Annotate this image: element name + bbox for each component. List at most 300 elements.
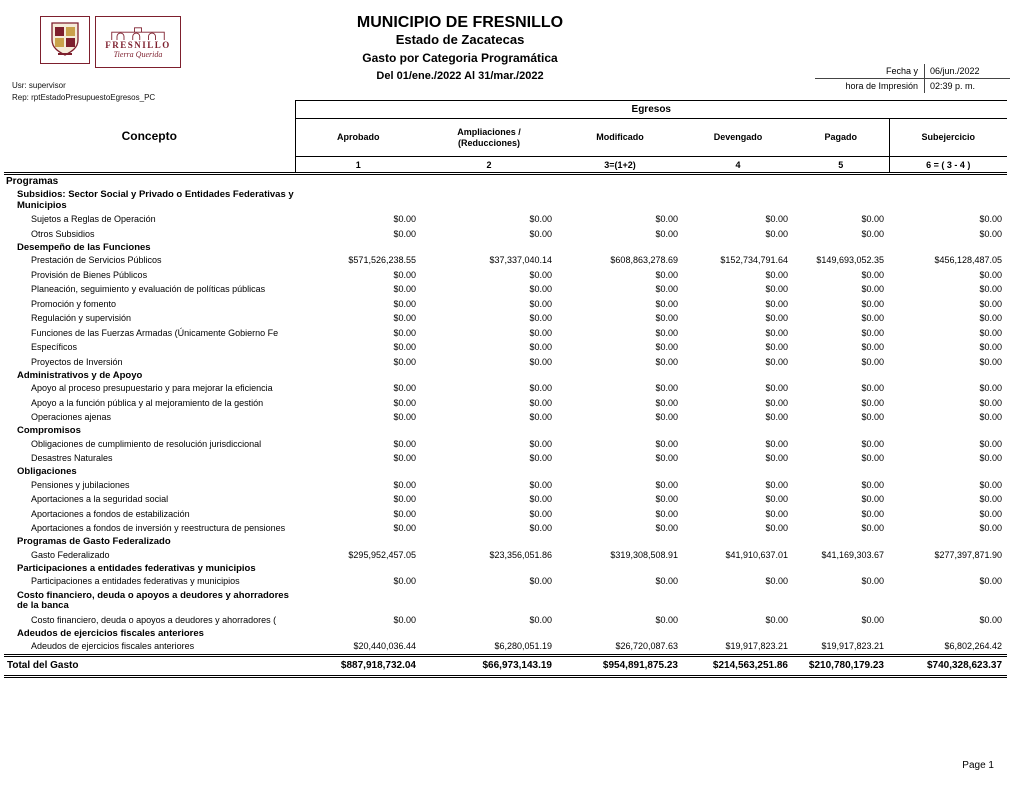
row-value: $0.00 (393, 614, 416, 625)
column-number: 1 (295, 157, 421, 174)
row-value: $0.00 (655, 412, 678, 423)
row-empty-cell (793, 536, 889, 548)
row-value: $0.00 (861, 269, 884, 280)
row-value: $0.00 (393, 342, 416, 353)
row-value: $0.00 (655, 298, 678, 309)
row-value: $0.00 (861, 342, 884, 353)
section-row (4, 589, 1007, 613)
user-label: Usr: supervisor (12, 81, 66, 90)
row-value: $0.00 (529, 453, 552, 464)
row-label: Adeudos de ejercicios fiscales anteriores (31, 641, 195, 652)
row-empty-cell (421, 174, 557, 189)
row-value: $0.00 (529, 214, 552, 225)
row-value: $0.00 (765, 438, 788, 449)
row-value: $0.00 (765, 508, 788, 519)
row-empty-cell (295, 536, 421, 548)
row-value: $0.00 (861, 327, 884, 338)
row-value: $0.00 (529, 576, 552, 587)
row-empty-cell (557, 369, 683, 381)
row-value: $0.00 (529, 269, 552, 280)
row-value: $0.00 (861, 412, 884, 423)
section-row (4, 562, 1007, 574)
row-value: $571,526,238.55 (348, 255, 416, 266)
row-value: $295,952,457.05 (348, 549, 416, 560)
row-value: $0.00 (393, 412, 416, 423)
row-value: $0.00 (393, 494, 416, 505)
row-empty-cell (295, 589, 421, 613)
row-value: $0.00 (979, 214, 1003, 225)
section-row (4, 627, 1007, 639)
row-value: $0.00 (979, 453, 1003, 464)
row-label: Sujetos a Reglas de Operación (31, 214, 156, 225)
row-empty-cell (793, 589, 889, 613)
row-value: $0.00 (979, 412, 1003, 423)
row-value: $0.00 (861, 298, 884, 309)
row-empty-cell (793, 627, 889, 639)
row-label: Costo financiero, deuda o apoyos a deudores y ahorradores ( (31, 614, 277, 625)
table-row (4, 521, 1007, 536)
row-empty-cell (421, 241, 557, 253)
total-value: $210,780,179.23 (793, 655, 889, 676)
row-value: $0.00 (765, 614, 788, 625)
date-value: 06/jun./2022 (924, 64, 1010, 78)
row-value: $0.00 (529, 412, 552, 423)
row-empty-cell (421, 188, 557, 212)
table-row (4, 437, 1007, 452)
row-label: Promoción y fomento (31, 298, 117, 309)
row-label: Prestación de Servicios Públicos (31, 255, 162, 266)
row-value: $0.00 (765, 576, 788, 587)
row-value: $6,280,051.19 (494, 641, 552, 652)
report-period: Del 01/ene./2022 Al 31/mar./2022 (376, 69, 544, 82)
row-label: Subsidios: Sector Social y Privado o Entidades Federativas y Municipios (17, 189, 294, 211)
row-value: $0.00 (655, 327, 678, 338)
row-empty-cell (295, 466, 421, 478)
row-empty-cell (557, 188, 683, 212)
page-subtitle: Estado de Zacatecas (395, 32, 525, 48)
row-value: $41,910,637.01 (725, 549, 788, 560)
row-label: Aportaciones a fondos de inversión y reestructura de pensiones (31, 523, 286, 534)
row-empty-cell (421, 562, 557, 574)
row-value: $319,308,508.91 (610, 549, 678, 560)
table-header (4, 101, 1007, 174)
row-empty-cell (683, 562, 793, 574)
table-row (4, 478, 1007, 493)
row-value: $0.00 (979, 479, 1003, 490)
table-row (4, 340, 1007, 355)
row-value: $0.00 (393, 298, 416, 309)
row-value: $0.00 (979, 397, 1003, 408)
row-label: Programas de Gasto Federalizado (17, 536, 171, 547)
row-empty-cell (557, 589, 683, 613)
logo-name: FRESNILLO (105, 40, 171, 50)
title-block (180, 13, 740, 82)
row-value: $0.00 (765, 342, 788, 353)
row-empty-cell (421, 369, 557, 381)
row-empty-cell (557, 174, 683, 189)
row-value: $0.00 (979, 494, 1003, 505)
row-value: $26,720,087.63 (615, 641, 678, 652)
column-number: 4 (683, 157, 793, 174)
row-label: Planeación, seguimiento y evaluación de políticas públicas (31, 284, 266, 295)
row-empty-cell (889, 241, 1007, 253)
row-value: $19,917,823.21 (821, 641, 884, 652)
column-header-pagado: Pagado (824, 132, 857, 143)
column-number: 6 = ( 3 - 4 ) (889, 157, 1007, 174)
row-value: $0.00 (861, 214, 884, 225)
column-header-devengado: Devengado (713, 132, 763, 143)
row-value: $0.00 (861, 228, 884, 239)
section-row (4, 174, 1007, 189)
row-value: $0.00 (765, 284, 788, 295)
row-empty-cell (421, 589, 557, 613)
section-row (4, 466, 1007, 478)
row-empty-cell (793, 174, 889, 189)
row-value: $0.00 (393, 438, 416, 449)
column-number: 5 (793, 157, 889, 174)
column-header-aprobado: Aprobado (295, 119, 421, 157)
row-value: $0.00 (861, 614, 884, 625)
row-value: $0.00 (861, 397, 884, 408)
total-value: $740,328,623.37 (889, 655, 1007, 676)
row-value: $0.00 (979, 576, 1003, 587)
row-value: $0.00 (979, 313, 1003, 324)
row-value: $0.00 (979, 614, 1003, 625)
table-row (4, 381, 1007, 396)
row-empty-cell (295, 425, 421, 437)
table-row (4, 396, 1007, 411)
row-value: $0.00 (765, 383, 788, 394)
row-empty-cell (295, 627, 421, 639)
row-value: $0.00 (529, 284, 552, 295)
section-row (4, 369, 1007, 381)
row-value: $149,693,052.35 (816, 255, 884, 266)
logo-tagline: Tierra Querida (113, 50, 163, 59)
row-empty-cell (889, 466, 1007, 478)
row-value: $0.00 (393, 214, 416, 225)
row-label: Obligaciones (17, 466, 77, 477)
column-header-ampliaciones: Ampliaciones / (Reducciones) (457, 126, 521, 148)
row-empty-cell (295, 241, 421, 253)
section-row (4, 425, 1007, 437)
row-empty-cell (793, 241, 889, 253)
row-value: $0.00 (765, 523, 788, 534)
row-empty-cell (889, 369, 1007, 381)
row-label: Desastres Naturales (31, 453, 113, 464)
row-value: $0.00 (529, 383, 552, 394)
row-value: $0.00 (529, 614, 552, 625)
row-value: $0.00 (979, 342, 1003, 353)
row-value: $0.00 (529, 313, 552, 324)
row-value: $0.00 (529, 508, 552, 519)
row-value: $0.00 (979, 438, 1003, 449)
row-empty-cell (683, 425, 793, 437)
row-value: $0.00 (861, 479, 884, 490)
row-value: $0.00 (861, 508, 884, 519)
group-header-row (4, 101, 1007, 119)
fresnillo-logo (95, 16, 181, 68)
row-value: $23,356,051.86 (489, 549, 552, 560)
row-empty-cell (793, 466, 889, 478)
row-empty-cell (421, 627, 557, 639)
print-datetime (815, 64, 1010, 93)
row-value: $0.00 (861, 284, 884, 295)
row-value: $0.00 (979, 269, 1003, 280)
row-value: $0.00 (529, 342, 552, 353)
row-value: $0.00 (979, 508, 1003, 519)
date-label: Fecha y (885, 66, 918, 76)
row-value: $0.00 (765, 494, 788, 505)
row-value: $0.00 (861, 576, 884, 587)
row-label: Programas (6, 176, 59, 187)
row-label: Obligaciones de cumplimiento de resolución jurisdiccional (31, 438, 262, 449)
row-value: $0.00 (393, 356, 416, 367)
row-value: $0.00 (529, 479, 552, 490)
row-value: $0.00 (393, 269, 416, 280)
table-row (4, 268, 1007, 283)
row-empty-cell (683, 241, 793, 253)
row-value: $0.00 (979, 284, 1003, 295)
row-empty-cell (557, 536, 683, 548)
table-row (4, 253, 1007, 268)
row-label: Funciones de las Fuerzas Armadas (Únicamente Gobierno Fe (31, 327, 279, 338)
row-empty-cell (683, 369, 793, 381)
row-empty-cell (557, 627, 683, 639)
table-row (4, 212, 1007, 227)
row-value: $0.00 (655, 479, 678, 490)
table-row (4, 227, 1007, 242)
row-value: $41,169,303.67 (821, 549, 884, 560)
row-value: $0.00 (655, 453, 678, 464)
header-logos (40, 16, 181, 68)
report-name: Gasto por Categoria Programática (362, 50, 558, 65)
row-empty-cell (557, 562, 683, 574)
row-value: $0.00 (979, 523, 1003, 534)
concept-column-header: Concepto (4, 101, 295, 174)
total-label: Total del Gasto (4, 655, 295, 676)
row-value: $0.00 (861, 453, 884, 464)
row-value: $19,917,823.21 (725, 641, 788, 652)
row-empty-cell (889, 536, 1007, 548)
row-value: $0.00 (529, 327, 552, 338)
row-empty-cell (683, 188, 793, 212)
section-row (4, 188, 1007, 212)
table-row (4, 297, 1007, 312)
row-empty-cell (421, 466, 557, 478)
table-row (4, 639, 1007, 655)
row-value: $0.00 (861, 523, 884, 534)
table-row (4, 613, 1007, 628)
row-value: $0.00 (655, 614, 678, 625)
row-value: $0.00 (861, 356, 884, 367)
row-empty-cell (889, 562, 1007, 574)
row-value: $0.00 (979, 383, 1003, 394)
expense-table (4, 100, 1007, 678)
table-row (4, 326, 1007, 341)
row-value: $0.00 (393, 576, 416, 587)
row-value: $0.00 (655, 228, 678, 239)
row-empty-cell (421, 536, 557, 548)
row-value: $0.00 (765, 356, 788, 367)
row-value: $0.00 (393, 313, 416, 324)
table-row (4, 574, 1007, 589)
row-empty-cell (557, 425, 683, 437)
row-label: Aportaciones a la seguridad social (31, 494, 169, 505)
row-value: $0.00 (529, 397, 552, 408)
row-label: Regulación y supervisión (31, 313, 132, 324)
row-value: $608,863,278.69 (610, 255, 678, 266)
row-value: $0.00 (655, 397, 678, 408)
row-value: $0.00 (655, 523, 678, 534)
building-icon (110, 25, 166, 41)
row-value: $6,802,264.42 (944, 641, 1003, 652)
row-label: Participaciones a entidades federativas y municipios (31, 576, 240, 587)
row-value: $0.00 (393, 479, 416, 490)
print-date-row (815, 64, 1010, 79)
row-value: $0.00 (861, 383, 884, 394)
time-label: hora de Impresión (845, 81, 918, 91)
row-label: Específicos (31, 342, 78, 353)
row-value: $0.00 (529, 228, 552, 239)
total-value: $954,891,875.23 (557, 655, 683, 676)
row-empty-cell (557, 241, 683, 253)
row-empty-cell (793, 369, 889, 381)
row-value: $0.00 (655, 269, 678, 280)
page-title: MUNICIPIO DE FRESNILLO (356, 14, 564, 31)
table-row (4, 507, 1007, 522)
row-value: $0.00 (765, 397, 788, 408)
row-value: $0.00 (655, 494, 678, 505)
row-label: Gasto Federalizado (31, 549, 110, 560)
row-empty-cell (557, 466, 683, 478)
row-value: $277,397,871.90 (934, 549, 1003, 560)
row-value: $20,440,036.44 (353, 641, 416, 652)
row-value: $0.00 (529, 298, 552, 309)
print-time-row (815, 79, 1010, 93)
row-empty-cell (295, 174, 421, 189)
row-value: $0.00 (655, 284, 678, 295)
total-row (4, 655, 1007, 676)
row-value: $0.00 (655, 383, 678, 394)
row-value: $0.00 (861, 438, 884, 449)
row-value: $0.00 (765, 269, 788, 280)
row-value: $0.00 (393, 397, 416, 408)
row-value: $0.00 (765, 453, 788, 464)
section-row (4, 536, 1007, 548)
row-value: $0.00 (529, 438, 552, 449)
row-empty-cell (295, 369, 421, 381)
row-value: $0.00 (979, 298, 1003, 309)
row-value: $0.00 (765, 327, 788, 338)
table-row (4, 311, 1007, 326)
row-value: $0.00 (393, 453, 416, 464)
row-value: $0.00 (979, 327, 1003, 338)
row-value: $0.00 (861, 313, 884, 324)
row-value: $0.00 (655, 576, 678, 587)
row-value: $0.00 (393, 284, 416, 295)
row-empty-cell (889, 627, 1007, 639)
row-value: $37,337,040.14 (489, 255, 552, 266)
row-empty-cell (793, 425, 889, 437)
row-empty-cell (889, 589, 1007, 613)
row-label: Apoyo al proceso presupuestario y para mejorar la eficiencia (31, 383, 273, 394)
row-empty-cell (889, 425, 1007, 437)
row-value: $0.00 (765, 412, 788, 423)
row-empty-cell (889, 174, 1007, 189)
row-value: $0.00 (765, 298, 788, 309)
row-empty-cell (295, 188, 421, 212)
row-value: $0.00 (393, 383, 416, 394)
row-value: $0.00 (765, 214, 788, 225)
row-value: $0.00 (655, 438, 678, 449)
row-value: $152,734,791.64 (720, 255, 788, 266)
row-empty-cell (793, 188, 889, 212)
row-value: $456,128,487.05 (934, 255, 1003, 266)
total-value: $887,918,732.04 (295, 655, 421, 676)
row-value: $0.00 (529, 523, 552, 534)
row-value: $0.00 (529, 494, 552, 505)
row-label: Compromisos (17, 425, 81, 436)
section-row (4, 241, 1007, 253)
row-label: Otros Subsidios (31, 228, 95, 239)
row-value: $0.00 (765, 228, 788, 239)
row-value: $0.00 (861, 494, 884, 505)
table-row (4, 282, 1007, 297)
table-footer (4, 655, 1007, 676)
table-row (4, 355, 1007, 370)
row-label: Administrativos y de Apoyo (17, 369, 143, 381)
row-label: Participaciones a entidades federativas y municipios (17, 562, 256, 574)
table-row (4, 492, 1007, 507)
row-label: Apoyo a la función pública y al mejoramiento de la gestión (31, 397, 264, 408)
row-value: $0.00 (765, 313, 788, 324)
row-empty-cell (793, 562, 889, 574)
column-header-modificado: Modificado (596, 132, 644, 143)
page-number: Page 1 (962, 760, 994, 771)
egresos-group-header: Egresos (295, 101, 1007, 119)
table-row (4, 410, 1007, 425)
row-empty-cell (421, 425, 557, 437)
row-value: $0.00 (393, 228, 416, 239)
row-empty-cell (683, 174, 793, 189)
row-label: Costo financiero, deuda o apoyos a deudores y ahorradores de la banca (17, 589, 289, 611)
time-value: 02:39 p. m. (924, 79, 1010, 93)
row-value: $0.00 (393, 327, 416, 338)
table-body (4, 174, 1007, 656)
row-value: $0.00 (393, 523, 416, 534)
row-value: $0.00 (393, 508, 416, 519)
row-empty-cell (889, 188, 1007, 212)
row-label: Pensiones y jubilaciones (31, 479, 130, 490)
row-value: $0.00 (655, 508, 678, 519)
row-label: Adeudos de ejercicios fiscales anteriores (17, 627, 204, 639)
row-empty-cell (683, 627, 793, 639)
row-value: $0.00 (655, 342, 678, 353)
row-label: Proyectos de Inversión (31, 356, 123, 367)
row-value: $0.00 (979, 356, 1003, 367)
table-row (4, 451, 1007, 466)
total-value: $214,563,251.86 (683, 655, 793, 676)
report-id-label: Rep: rptEstadoPresupuestoEgresos_PC (12, 93, 156, 102)
row-value: $0.00 (655, 356, 678, 367)
row-value: $0.00 (979, 228, 1003, 239)
row-value: $0.00 (529, 356, 552, 367)
row-empty-cell (683, 589, 793, 613)
table-row (4, 548, 1007, 563)
row-empty-cell (683, 466, 793, 478)
row-label: Aportaciones a fondos de estabilización (31, 508, 190, 519)
row-empty-cell (683, 536, 793, 548)
